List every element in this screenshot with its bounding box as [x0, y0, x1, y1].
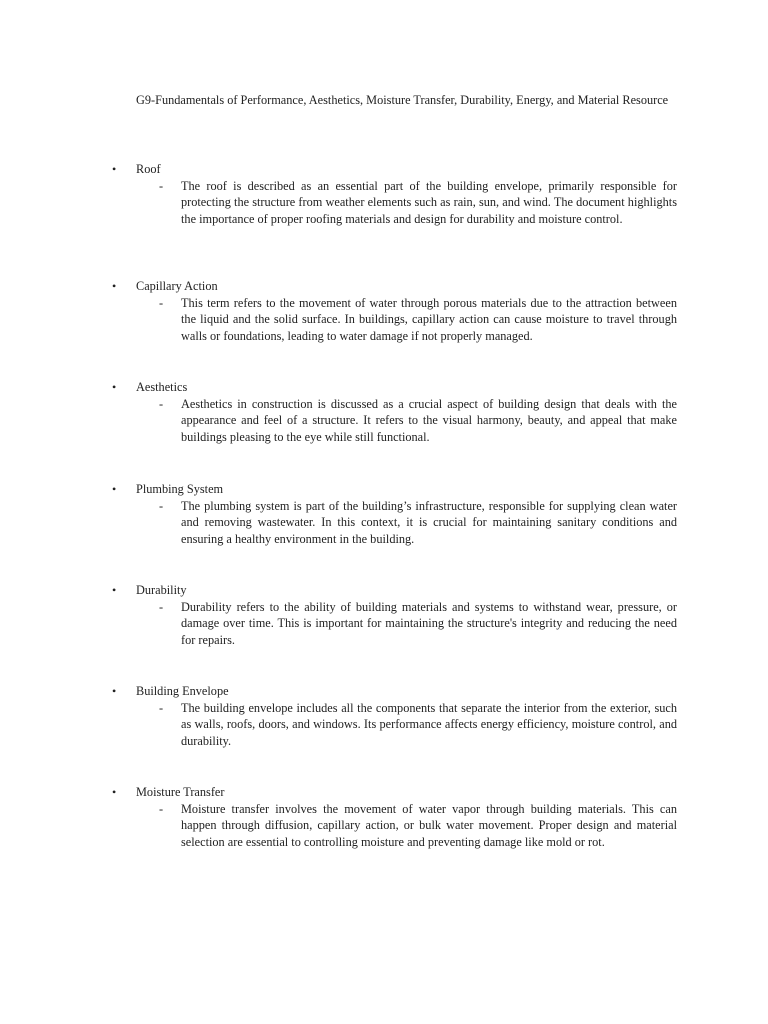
bullet-icon: • — [112, 162, 117, 176]
item-term: Moisture Transfer — [136, 785, 225, 799]
bullet-icon: • — [112, 785, 117, 799]
document-title: G9-Fundamentals of Performance, Aesthetics, Moisture Transfer, Durability, Energy, and Material Resource — [136, 93, 669, 107]
item-term: Durability — [136, 583, 187, 597]
item-description: This term refers to the movement of water through porous materials due to the attraction between the liquid and the solid surface. In buildings, capillary action can cause moisture to travel through walls or foundations, leading to water damage if not properly managed. — [181, 295, 677, 343]
dash-marker: - — [159, 599, 164, 614]
item-description: The roof is described as an essential part of the building envelope, primarily responsible for protecting the structure from weather elements such as rain, sun, and wind. The document highlights the importance of proper roofing materials and design for durability and moisture control. — [181, 178, 677, 226]
item-description: The building envelope includes all the components that separate the interior from the exterior, such as walls, roofs, doors, and windows. Its performance affects energy efficiency, moisture control, and durability. — [181, 700, 677, 748]
item-description: Aesthetics in construction is discussed as a crucial aspect of building design that deals with the appearance and feel of a structure. It refers to the visual harmony, beauty, and appeal that make buildings pleasing to the eye while still functional. — [181, 396, 677, 444]
item-description: Durability refers to the ability of building materials and systems to withstand wear, pressure, or damage over time. This is important for maintaining the structure's integrity and reducing the need for repairs. — [181, 599, 677, 647]
bullet-icon: • — [112, 583, 117, 597]
dash-marker: - — [159, 396, 164, 411]
bullet-icon: • — [112, 684, 117, 698]
item-term: Plumbing System — [136, 482, 224, 496]
item-term: Capillary Action — [136, 279, 218, 293]
dash-marker: - — [159, 295, 164, 310]
item-term: Roof — [136, 162, 161, 176]
dash-marker: - — [159, 700, 164, 715]
item-description: Moisture transfer involves the movement of water vapor through building materials. This can happen through diffusion, capillary action, or bulk water movement. Proper design and material selection are essential to controlling moisture and preventing damage like mold or rot. — [181, 801, 677, 849]
item-description: The plumbing system is part of the building’s infrastructure, responsible for supplying clean water and removing wastewater. In this context, it is crucial for maintaining sanitary conditions and ensuring a healthy environment in the building. — [181, 498, 677, 546]
bullet-icon: • — [112, 482, 117, 496]
item-term: Building Envelope — [136, 684, 229, 698]
bullet-icon: • — [112, 279, 117, 293]
dash-marker: - — [159, 801, 164, 816]
dash-marker: - — [159, 498, 164, 513]
bullet-icon: • — [112, 380, 117, 394]
item-term: Aesthetics — [136, 380, 188, 394]
dash-marker: - — [159, 178, 164, 193]
